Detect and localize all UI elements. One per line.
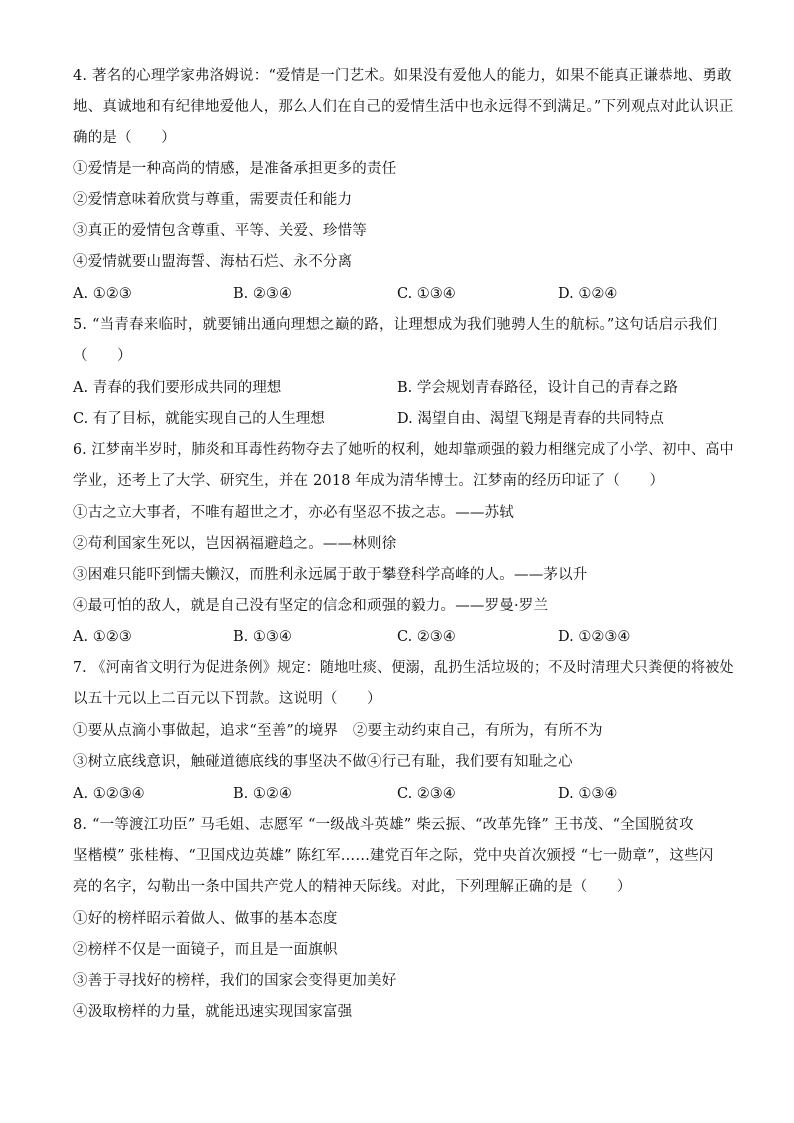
- q8-stem-line-3: 亮的名字，勾勒出一条中国共产党人的精神天际线。对此，下列理解正确的是（ ）: [73, 879, 632, 895]
- q5-option-d: D. 渴望自由、渴望飞翔是青春的共同特点: [397, 411, 664, 427]
- q4-statement-3: ③真正的爱情包含尊重、平等、关爱、珍惜等: [73, 223, 367, 239]
- q6-statement-4: ④最可怕的敌人，就是自己没有坚定的信念和顽强的毅力。——罗曼·罗兰: [73, 598, 549, 614]
- q4-option-b: B. ②③④: [233, 286, 292, 302]
- q4-option-c: C. ①③④: [397, 286, 456, 302]
- q6-statement-2: ②苟利国家生死以，岂因祸福避趋之。——林则徐: [73, 536, 397, 552]
- q5-stem-line-1: 5. “当青春来临时，就要铺出通向理想之巅的路，让理想成为我们驰骋人生的航标。”这句话启示我们: [73, 317, 718, 333]
- q7-option-b: B. ①②④: [233, 786, 292, 802]
- q4-option-a: A. ①②③: [73, 286, 132, 302]
- q5-stem-line-2: （ ）: [73, 348, 132, 364]
- q8-statement-1: ①好的榜样昭示着做人、做事的基本态度: [73, 911, 338, 927]
- q6-option-d: D. ①②③④: [558, 629, 631, 645]
- q8-statement-4: ④汲取榜样的力量，就能迅速实现国家富强: [73, 1004, 353, 1020]
- q4-stem-line-1: 4. 著名的心理学家弗洛姆说：“爱情是一门艺术。如果没有爱他人的能力，如果不能真正谦恭地、勇敢: [73, 68, 732, 84]
- q4-statement-1: ①爱情是一种高尚的情感，是准备承担更多的责任: [73, 161, 397, 177]
- q5-option-b: B. 学会规划青春路径，设计自己的青春之路: [397, 380, 678, 396]
- q6-option-a: A. ①②③: [73, 629, 132, 645]
- q8-statement-2: ②榜样不仅是一面镜子，而且是一面旗帜: [73, 942, 338, 958]
- q6-option-b: B. ①③④: [233, 629, 292, 645]
- q4-statement-2: ②爱情意味着欣赏与尊重，需要责任和能力: [73, 192, 353, 208]
- q8-stem-line-2: 坚楷模” 张桂梅、“卫国戍边英雄” 陈红军……建党百年之际，党中央首次颁授 “七一勋章”，这些闪: [73, 848, 714, 864]
- q7-option-d: D. ①③④: [558, 786, 618, 802]
- q5-option-a: A. 青春的我们要形成共同的理想: [73, 380, 282, 396]
- q7-statement-2: ③树立底线意识，触碰道德底线的事坚决不做④行己有耻，我们要有知耻之心: [73, 754, 573, 770]
- q4-option-d: D. ①②④: [558, 286, 618, 302]
- q6-option-c: C. ②③④: [397, 629, 456, 645]
- q7-stem-line-1: 7. 《河南省文明行为促进条例》规定：随地吐痰、便溺，乱扔生活垃圾的；不及时清理犬只粪便的将被处: [73, 660, 734, 676]
- q5-option-c: C. 有了目标，就能实现自己的人生理想: [73, 411, 325, 427]
- q8-stem-line-1: 8. “一等渡江功臣” 马毛姐、志愿军 “一级战斗英雄” 柴云振、“改革先锋” 王书茂、“全国脱贫攻: [73, 817, 694, 833]
- q7-option-c: C. ②③④: [397, 786, 456, 802]
- q8-statement-3: ③善于寻找好的榜样，我们的国家会变得更加美好: [73, 973, 397, 989]
- q6-statement-3: ③困难只能吓到懦夫懒汉，而胜利永远属于敢于攀登科学高峰的人。——茅以升: [73, 567, 588, 583]
- q6-statement-1: ①古之立大事者，不唯有超世之才，亦必有坚忍不拔之志。——苏轼: [73, 505, 514, 521]
- q7-option-a: A. ①②③④: [73, 786, 145, 802]
- q7-statement-1: ①要从点滴小事做起，追求“至善”的境界 ②要主动约束自己，有所为，有所不为: [73, 723, 603, 739]
- q4-statement-4: ④爱情就要山盟海誓、海枯石烂、永不分离: [73, 254, 353, 270]
- q4-stem-line-2: 地、真诚地和有纪律地爱他人，那么人们在自己的爱情生活中也永远得不到满足。”下列观点对此认识正: [73, 99, 734, 115]
- q4-stem-line-3: 确的是（ ）: [73, 130, 176, 146]
- q7-stem-line-2: 以五十元以上二百元以下罚款。这说明（ ）: [73, 691, 382, 707]
- q6-stem-line-2: 学业，还考上了大学、研究生，并在 2018 年成为清华博士。江梦南的经历印证了（ ）: [73, 473, 665, 489]
- q6-stem-line-1: 6. 江梦南半岁时，肺炎和耳毒性药物夺去了她听的权利，她却靠顽强的毅力相继完成了小学、初中、高中: [73, 442, 734, 458]
